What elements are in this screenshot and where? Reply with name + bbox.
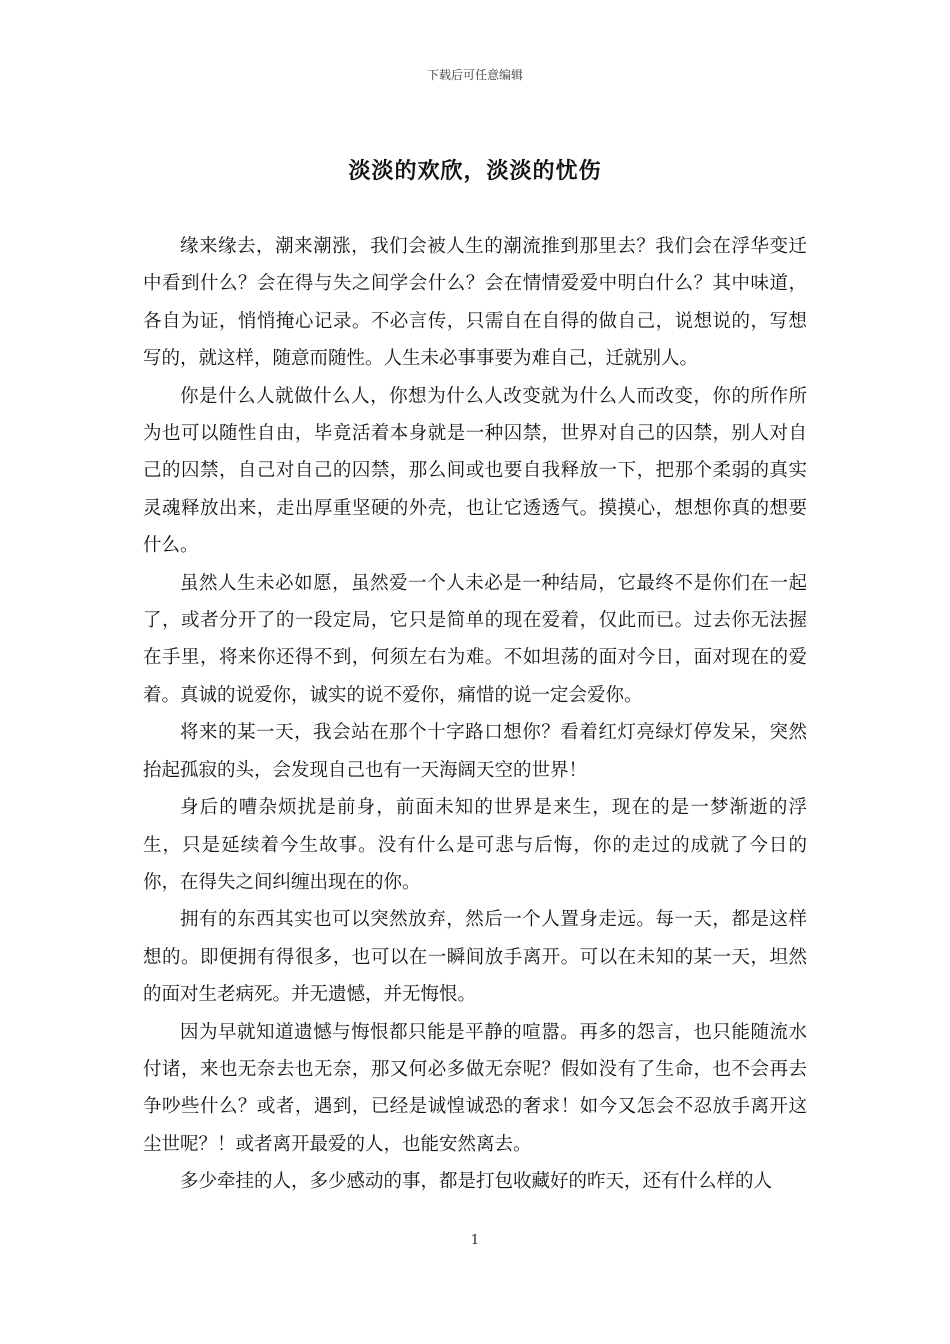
page-number: 1	[470, 1233, 480, 1248]
page-header: 下载后可任意编辑	[426, 68, 523, 82]
paragraph: 多少牵挂的人，多少感动的事，都是打包收藏好的昨天，还有什么样的人	[180, 1171, 773, 1193]
paragraph: 身后的嘈杂烦扰是前身，前面未知的世界是来生，现在的是一梦渐逝的浮生，只是延续着今生故事。没有什么是可悲与后悔，你的走过的成就了今日的你，在得失之间纠缠出现在的你。	[143, 797, 807, 893]
paragraph: 拥有的东西其实也可以突然放弃，然后一个人置身走远。每一天，都是这样想的。即便拥有得很多，也可以在一瞬间放手离开。可以在未知的某一天，坦然的面对生老病死。并无遗憾，并无悔恨。	[143, 909, 807, 1006]
paragraph: 因为早就知道遗憾与悔恨都只能是平静的喧嚣。再多的怨言，也只能随流水付诸，来也无奈去也无奈，那又何必多做无奈呢？假如没有了生命，也不会再去争吵些什么？或者，遇到，已经是诚惶诚恐的奢求！如今又怎会不忍放手离开这尘世呢？！或者离开最爱的人，也能安然离去。	[143, 1021, 807, 1155]
paragraph: 虽然人生未必如愿，虽然爱一个人未必是一种结局，它最终不是你们在一起了，或者分开了的一段定局，它只是简单的现在爱着，仅此而已。过去你无法握在手里，将来你还得不到，何须左右为难。不如坦荡的面对今日，面对现在的爱着。真诚的说爱你，诚实的说不爱你，痛惜的说一定会爱你。	[143, 572, 807, 706]
paragraph: 你是什么人就做什么人，你想为什么人改变就为什么人而改变，你的所作所为也可以随性自由，毕竟活着本身就是一种囚禁，世界对自己的囚禁，别人对自己的囚禁，自己对自己的囚禁，那么间或也要自我释放一下，把那个柔弱的真实灵魂释放出来，走出厚重坚硬的外壳，也让它透透气。摸摸心，想想你真的想要什么。	[143, 385, 807, 557]
paragraph: 缘来缘去，潮来潮涨，我们会被人生的潮流推到那里去？我们会在浮华变迁中看到什么？会在得与失之间学会什么？会在情情爱爱中明白什么？其中味道，各自为证，悄悄掩心记录。不必言传，只需自在自得的做自己，说想说的，写想写的，就这样，随意而随性。人生未必事事要为难自己，迁就别人。	[143, 236, 807, 370]
paragraph: 将来的某一天，我会站在那个十字路口想你？看着红灯亮绿灯停发呆，突然抬起孤寂的头，会发现自己也有一天海阔天空的世界！	[143, 722, 807, 781]
document-body	[143, 228, 807, 1201]
document-title: 淡淡的欢欣，淡淡的忧伤	[348, 158, 602, 184]
